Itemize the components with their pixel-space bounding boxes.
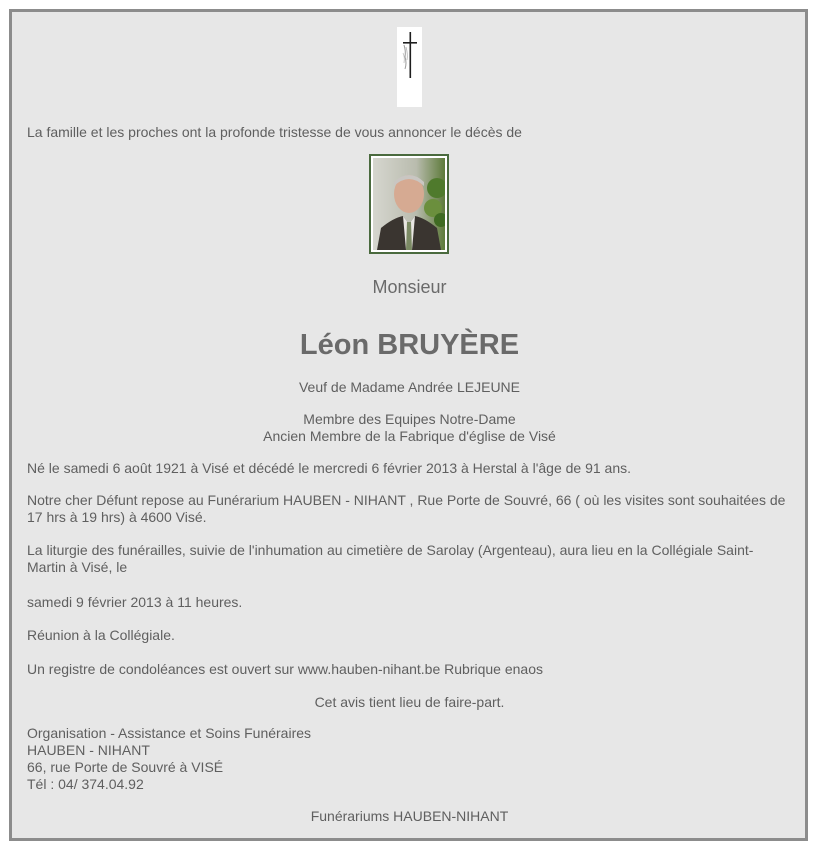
notice-frame <box>9 9 808 841</box>
repose-text: Notre cher Défunt repose au Funérarium HAUBEN - NIHANT , Rue Porte de Souvré, 66 ( où les visites sont souhaitées de 17 hrs à 19 hrs) à 4600 Visé. <box>27 492 786 525</box>
portrait-photo <box>369 154 449 254</box>
widow-line: Veuf de Madame Andrée LEJEUNE <box>298 379 521 395</box>
organisation-line: Organisation - Assistance et Soins Funéraires <box>27 725 312 741</box>
organisation-line: Tél : 04/ 374.04.92 <box>27 776 144 792</box>
organisation-line: HAUBEN - NIHANT <box>27 742 150 758</box>
birth-death-text: Né le samedi 6 août 1921 à Visé et décédé le mercredi 6 février 2013 à Herstal à l'âge de 91 ans. <box>27 460 632 476</box>
honorific-title: Monsieur <box>372 277 447 297</box>
registry-text: Un registre de condoléances est ouvert sur www.hauben-nihant.be Rubrique enaos <box>27 661 543 677</box>
faire-part-text: Cet avis tient lieu de faire-part. <box>314 694 505 710</box>
liturgy-text: La liturgie des funérailles, suivie de l'inhumation au cimetière de Sarolay (Argenteau), aura lieu en la Collégiale Saint-Martin à Visé, le <box>27 542 754 575</box>
reunion-text: Réunion à la Collégiale. <box>27 627 175 643</box>
cross-icon <box>397 27 422 107</box>
ceremony-date: samedi 9 février 2013 à 11 heures. <box>27 594 243 610</box>
notice-content <box>12 12 805 838</box>
deceased-name: Léon BRUYÈRE <box>299 329 520 361</box>
intro-text: La famille et les proches ont la profonde tristesse de vous annoncer le décès de <box>27 124 522 140</box>
membership-line: Ancien Membre de la Fabrique d'église de Visé <box>263 428 556 444</box>
membership-line: Membre des Equipes Notre-Dame <box>303 411 516 427</box>
organisation-line: 66, rue Porte de Souvré à VISÉ <box>27 759 224 775</box>
footer-text: Funérariums HAUBEN-NIHANT <box>310 808 509 824</box>
